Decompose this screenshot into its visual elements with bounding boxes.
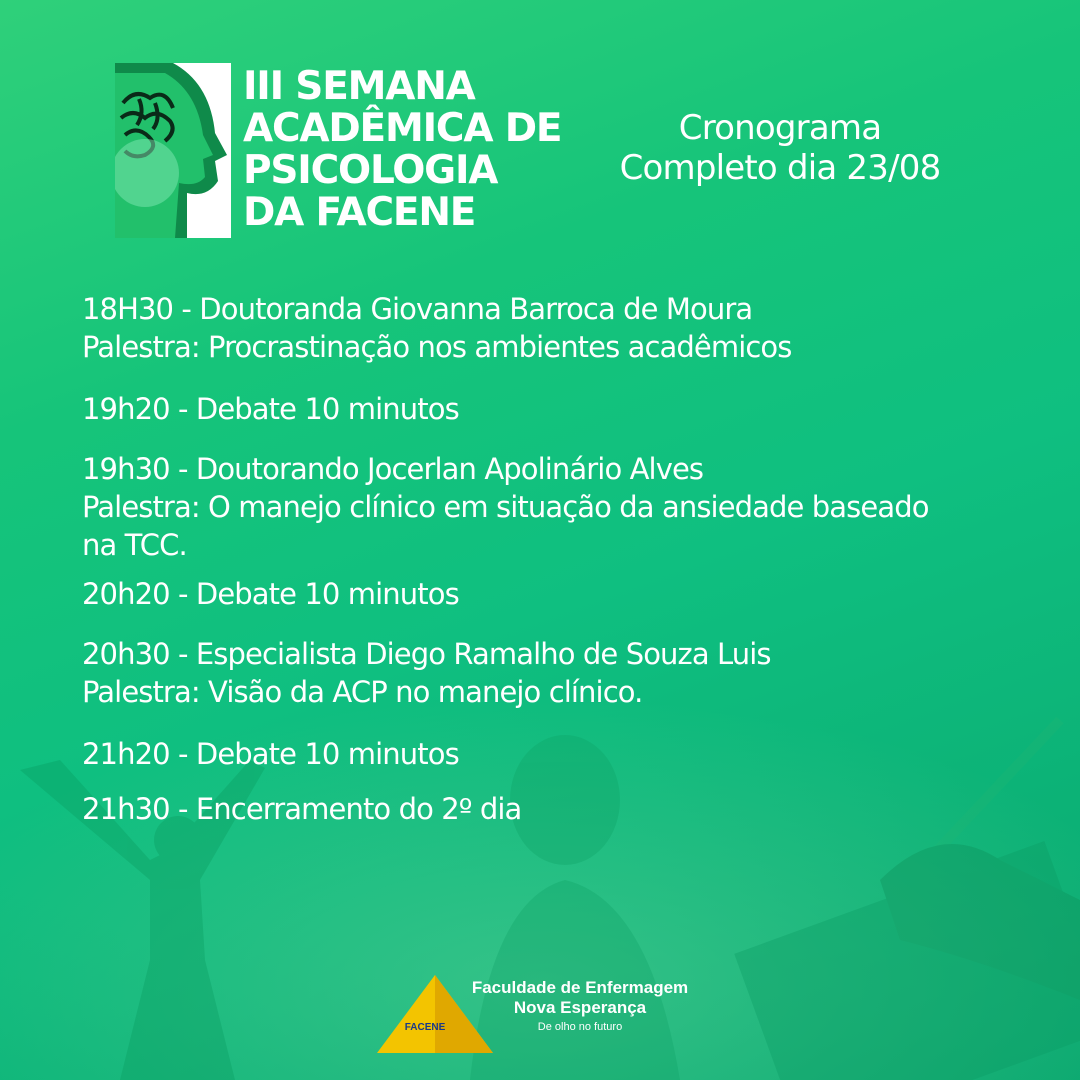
institution-name-line: Faculdade de Enfermagem (471, 978, 689, 997)
institution-name-line: Nova Esperança (513, 998, 647, 1017)
schedule-line: na TCC. (82, 528, 187, 562)
schedule-item (82, 290, 1042, 366)
schedule-item (82, 390, 1042, 428)
institution-tagline: De olho no futuro (537, 1021, 623, 1033)
title-line: III SEMANA (243, 64, 475, 109)
subtitle-line: Completo dia 23/08 (619, 148, 941, 188)
event-logo (115, 63, 231, 238)
schedule-line: 19h30 - Doutorando Jocerlan Apolinário Alves (82, 452, 704, 486)
schedule-line: 20h20 - Debate 10 minutos (82, 577, 459, 611)
schedule-subtitle (585, 108, 975, 188)
subtitle-line: Cronograma (678, 108, 882, 148)
title-line: ACADÊMICA DE (243, 106, 562, 151)
title-line: PSICOLOGIA (243, 148, 498, 193)
institution-name (430, 978, 730, 1036)
schedule-line: 20h30 - Especialista Diego Ramalho de Souza Luis (82, 637, 771, 671)
schedule-line: Palestra: Procrastinação nos ambientes acadêmicos (82, 330, 792, 364)
schedule-line: 21h30 - Encerramento do 2º dia (82, 792, 522, 826)
event-title (243, 66, 573, 234)
schedule-item (82, 575, 1042, 613)
schedule-line: 21h20 - Debate 10 minutos (82, 737, 459, 771)
schedule-item (82, 635, 1042, 711)
schedule-item (82, 450, 1042, 564)
footer-logo-text: FACENE (404, 1022, 446, 1033)
schedule-line: 18H30 - Doutoranda Giovanna Barroca de Moura (82, 292, 753, 326)
head-brain-logo-icon (115, 63, 231, 238)
schedule-line: 19h20 - Debate 10 minutos (82, 392, 459, 426)
schedule-line: Palestra: O manejo clínico em situação da ansiedade baseado (82, 490, 929, 524)
title-line: DA FACENE (243, 190, 476, 235)
schedule-item (82, 790, 1042, 828)
schedule-item (82, 735, 1042, 773)
schedule-line: Palestra: Visão da ACP no manejo clínico. (82, 675, 643, 709)
